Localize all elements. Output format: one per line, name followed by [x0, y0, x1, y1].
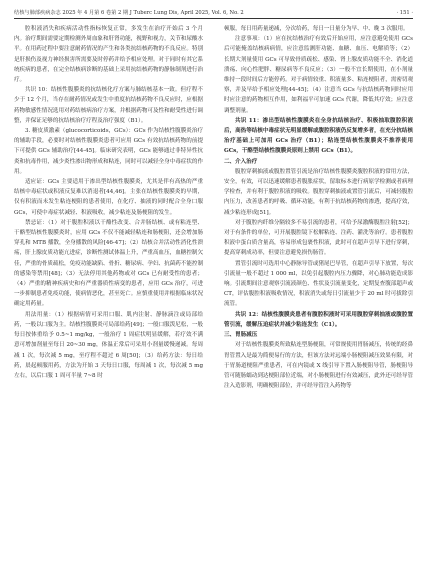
paragraph: 3. 糖皮质激素（glucocorticoids，GCs）：GCs 作为结核性腹膜炎治疗的辅助手段，必要时对结核性腹膜炎患者可应用 GCs 有效抗结核药物的前提下可提供 GCs 辅助治疗[44-45]。临床研究表明，GCs 能够通过非特异性抗炎和抗毒作用，减少炎性渗出物形成和粘连，同时可以减轻全身中毒症状的作用。: [14, 128, 203, 175]
paragraph: 注意事项：（1）应在抗结核治疗有效后开始应用，应注意避免使用 GCs 后可能掩盖结核病病情，应注意监测肝功能、血糖、血压、电解质等；（2）长期大剂量使用 GCs 可导致骨质疏松、感染、肾上腺皮质功能不全、消化道溃疡、向心性肥胖、糖尿病等不良反应；（3）一般不宜长期使用，在小剂量维持一段时间后方能停药。对于病情较重、积液量多、粘连梗阻者，需密切观察，并及早给予相应处理[44-45]；（4）注意当 GCs 与抗结核药物同时应用时应注意的药物相互作用，如利福平可加速 GCs 代谢，降低其疗效；应注意调整剂量。: [224, 36, 413, 114]
paragraph: 腹腔穿刺抽液或腹腔置管引流是治疗结核性腹膜炎腹腔积液的常用方法，安全，有效，可以迅速缓解患者腹胀症状，留取标本进行病原学检测或者病理学检查，并有利于腹腔积液的吸收。腹腔穿刺抽液或置管引流后，可减轻腹腔内压力，改善患者的呼吸、循环功能，有利于抗结核药物的渗透，提高疗效，减少粘连形成[51]。: [224, 168, 413, 216]
paragraph: 用法用量：（1）根据病情可采用口服、肌内注射、静脉滴注或局部给药，一般以口服为主。结核性腹膜炎可局部给药[49]；一般口服泼尼松，一般每日按体重给予 0.5~1 mg/kg，一般治疗 1 周症状明显缓解，若疗效不满意可增加剂量至每日 20~30 mg，体温正常后可采用小剂量缓慢递减。每周减 1 次，每次减 5 mg，至疗程不超过 6 周[50]；（3）给药方法：每日给药，晨起顿服用药，方法为开始 3 天每日口服，每周减 1 次，每次减 5 mg 左右，以后口服 1 周可半量 7~8 时: [14, 311, 203, 379]
right-column: [224, 24, 413, 565]
journal-citation: 结核与肺部疾病杂志 2025 年 4 月第 6 卷第 2 期 J Tuberc Lung Dis, April 2025, Vol. 6, No. 2: [14, 10, 244, 16]
left-column: [14, 24, 203, 565]
paragraph: 置管引流时可选用中心静脉导管或猪尾巴导管，在超声引导下放置，每次引流量一般不超过 1 000 ml，以免引起腹腔内压力骤降，对心肺功能造成影响。引流期间注意观察引流液颜色、性状及引流量变化，定期复查腹部超声或 CT，评估腹腔积液吸收情况，积液消失或每日引流量少于 20 ml 时可拔除引流管。: [224, 260, 413, 308]
consensus-statement: 共识 12：结核性腹膜炎患者有腹腔积液时可采用腹腔穿刺抽液或腹腔置管引流，缓解压迫症状并减少粘连发生（C1）。: [224, 311, 413, 328]
header-rule: [14, 18, 413, 19]
consensus-statement: 共识 11：渗出型结核性腹膜炎在全身抗结核治疗、积极抽取腹腔积液后，高热等结核中毒症状无明显缓解或腹腔积液仍反复增多者，在充分抗结核治疗基础上可加用 GCs 治疗（B1）；粘连型结核性腹膜炎不推荐使用 GCs，干酪型结核性腹膜炎原则上禁用 GCs（B1）。: [224, 117, 413, 155]
section-heading: 二、介入治疗: [224, 158, 258, 165]
paragraph: 对于腹腔内纤维分隔较多不易引流的患者，可给予尿激酶腹腔注射[52]；对于有条件的单位，可开展腹腔镜下松解粘连、注药、灌洗等治疗。患者腹腔积液中蛋白质含量高，容易形成包裹性积液，此时可在超声引导下进行穿刺，提高穿刺成功率，但要注意避免损伤肠管。: [224, 219, 413, 257]
page-number: · 151 ·: [396, 10, 413, 16]
paragraph: 对于结核性腹膜炎所致粘连型肠梗阻，可常规使用胃肠减压，传统的经鼻胃管置入是最为简便易行的方法，但该方法对远端小肠梗阻减压效果有限，对于胃肠道梗阻严重患者，可在内镜或 X 线引导下置入肠梗阻导管，肠梗阻导管可随肠蠕动到达梗阻部位近端，对小肠梗阻进行有效减压，此外还可经导管注入造影剂，明确梗阻部位，并可经导管注入药物等: [224, 342, 413, 390]
running-header: [14, 8, 413, 18]
paragraph: 顿服，每日用药量递减，分次给药，每日一日量分为早、中、晚 3 次服用。: [224, 26, 409, 32]
section-heading: 三、胃肠减压: [224, 332, 258, 339]
paragraph: 适应证：GCs 主要适用于渗出型结核性腹膜炎，尤其是伴有高热的严重结核中毒症状或积液反复难以消退者[44,46]。主张在结核性腹膜炎的早期，仅有积液而未发生粘连梗阻的患者使用，在化疗、抽液的同时配合全身口服 GCs，可使中毒症状减轻、积液吸收，减少粘连及肠梗阻的发生。: [14, 179, 203, 216]
paragraph: 禁忌证：（1）对于腹腔积液以干酪性改变、合并肠结核、或有粘连型、干酪型结核性腹膜炎时，应用 GCs 不仅不能减轻粘连和肠梗阻，还会增加肠穿孔和 MTB 播散，全身播散的风险[46-47]；（2）结核合并活动性消化性溃疡，肝上腺皮质功能亢进症，诊断性测试体温上升，严重高血压，血糖控制欠佳，严重的骨质疏松，免疫功能缺陷、骨折、糖尿病、孕妇、抗菌药不能控制的感染等禁用[48]；（3）无法停用其他药物或对 GCs 已有耐受性的患者；（4）严重的精神疾病史和有严重器质性病变的患者，应用 GCs 治疗，可进一步抑制患者免疫功能，使病情恶化，甚至死亡。应慎重使用并根据临床状况确定用药量。: [14, 219, 203, 308]
paragraph: 腔积液消失和疾病活动性指标恢复正常，多发生在治疗开始后 3 个月内。治疗期间需要定期检测外周血象和肝肾功能，视野和视力，关节和尿酸水平。在用药过程中要注意耐药情况的产生和各类抗结核药物的不良反应。特别是肝损伤及视力神经损害所需要及时停药并给予相应处理。对于同时有其它系统疾病的患者，在完全结核病诊断的基础上采用抗结核药物的静脉制剂进行治疗。: [14, 26, 203, 84]
paragraph: 共识 10：结核性腹膜炎的抗结核化疗方案与肺结核基本一致。但疗程不少于 12 个月，当存在耐药情况或发生中重度抗结核药物不良反应时，应根据药物敏感性情况选用对药结核病治疗方案，并根据药物可及性和耐受性进行调整，并保证足够的抗结核治疗疗程及治疗强度（B1）。: [14, 87, 203, 124]
